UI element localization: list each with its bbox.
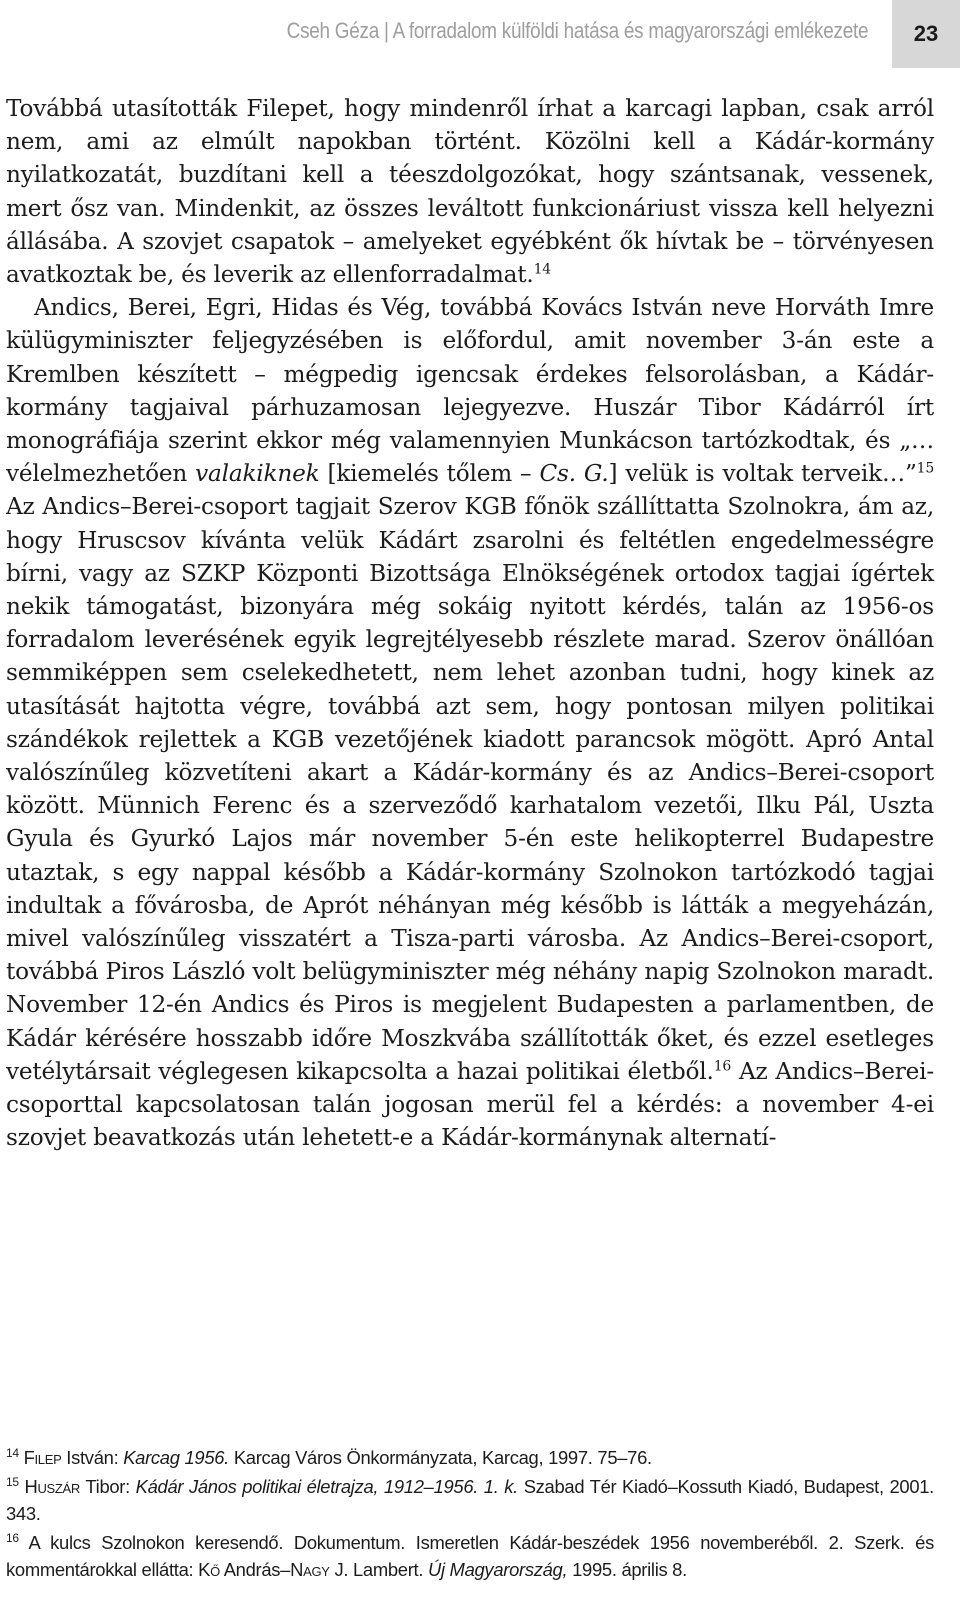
page-header: [0, 0, 960, 70]
paragraph-2: Andics, Berei, Egri, Hidas és Vég, továbbá Kovács István neve Horváth Imre külügyminiszter feljegyzésében is előfordul, amit november 3-án este a Kremlben készített – mégpedig igencsak érdekes felsorolásban, a Kádár-kormány tagjaival párhuzamosan lejegyezve. Huszár Tibor Kádárról írt monográfiája szerint ekkor még valamennyien Munkácson tartózkodtak, és „…vélelmezhetően valakiknek [kiemelés tőlem – Cs. G.] velük is voltak terveik…”$^{15}$ Az Andics–Berei-csoport tagjait Szerov KGB főnök szállíttatta Szolnokra, ám az, hogy Hruscsov kívánta velük Kádárt zsarolni és feltétlen engedelmességre bírni, vagy az SZKP Központi Bizottsága Elnökségének ortodox tagjai ígértek nekik támogatást, bizonyára még sokáig nyitott kérdés, talán az 1956-os forradalom leverésének egyik legrejtélyesebb részlete marad. Szerov önállóan semmiképpen sem cselekedhetett, nem lehet azonban tudni, hogy kinek az utasítását hajtotta végre, továbbá azt sem, hogy pontosan milyen politikai szándékok rejlettek a KGB vezetőjének kiadott parancsok mögött. Apró Antal valószínűleg közvetíteni akart a Kádár-kormány és az Andics–Berei-csoport között. Münnich Ferenc és a szerveződő karhatalom vezetői, Ilku Pál, Uszta Gyula és Gyurkó Lajos már november 5-én este helikopterrel Budapestre utaztak, s egy nappal később a Kádár-kormány Szolnokon tartózkodó tagjai indultak a fővárosba, de Aprót néhányan még később is látták a megyeházán, mivel valószínűleg visszatért a Tisza-parti városba. Az Andics–Berei-csoport, továbbá Piros László volt belügyminiszter még néhány napig Szolnokon maradt. November 12-én Andics és Piros is megjelent Budapesten a parlamentben, de Kádár kérésére hosszabb időre Moszkvába szállították őket, és ezzel esetleges vetélytársait véglegesen kikapcsolta a hazai politikai életből.$^{16}$ Az Andics–Berei-csoporttal kapcsolatosan talán jogosan merül fel a kérdés: a november 4-ei szovjet beavatkozás után lehetett-e a Kádár-kormánynak alternatí-: [6, 294, 935, 1152]
main-text: [6, 92, 934, 1155]
footnote-ref-16[interactable]: 16: [713, 1058, 732, 1075]
footnote-15: $^{15}$ Huszár Tibor: Kádár János politikai életrajza, 1912–1956. 1. k. Szabad Tér Kiadó–Kossuth Kiadó, Budapest, 2001. 343.: [6, 1474, 934, 1524]
footnote-14: $^{14}$ Filep István: Karcag 1956. Karcag Város Önkormányzata, Karcag, 1997. 75–76.: [6, 1445, 652, 1468]
footnotes: [6, 1444, 934, 1585]
paragraph-1: Továbbá utasították Filepet, hogy mindenről írhat a karcagi lapban, csak arról nem, ami az elmúlt napokban történt. Közölni kell a Kádár-kormány nyilatkozatát, buzdítani kell a téeszdolgozókat, hogy szántsanak, vessenek, mert ősz van. Mindenkit, az összes leváltott funkcionáriust vissza kell helyezni állásába. A szovjet csapatok – amelyeket egyébként ők hívtak be – törvényesen avatkoztak be, és leverik az ellenforradalmat.$^{14}$: [6, 95, 934, 289]
footnote-ref-14[interactable]: 14: [533, 261, 551, 278]
footnote-16: $^{16}$ A kulcs Szolnokon keresendő. Dokumentum. Ismeretlen Kádár-beszédek 1956 novemberéből. 2. Szerk. és kommentárokkal ellátta: Kő András–Nagy J. Lambert. Új Magyarország, 1995. április 8.: [6, 1530, 935, 1580]
page-number: 23: [892, 0, 960, 68]
running-head: Cseh Géza | A forradalom külföldi hatása és magyarországi emlékezete: [286, 18, 868, 43]
footnote-ref-15[interactable]: 15: [916, 460, 935, 477]
